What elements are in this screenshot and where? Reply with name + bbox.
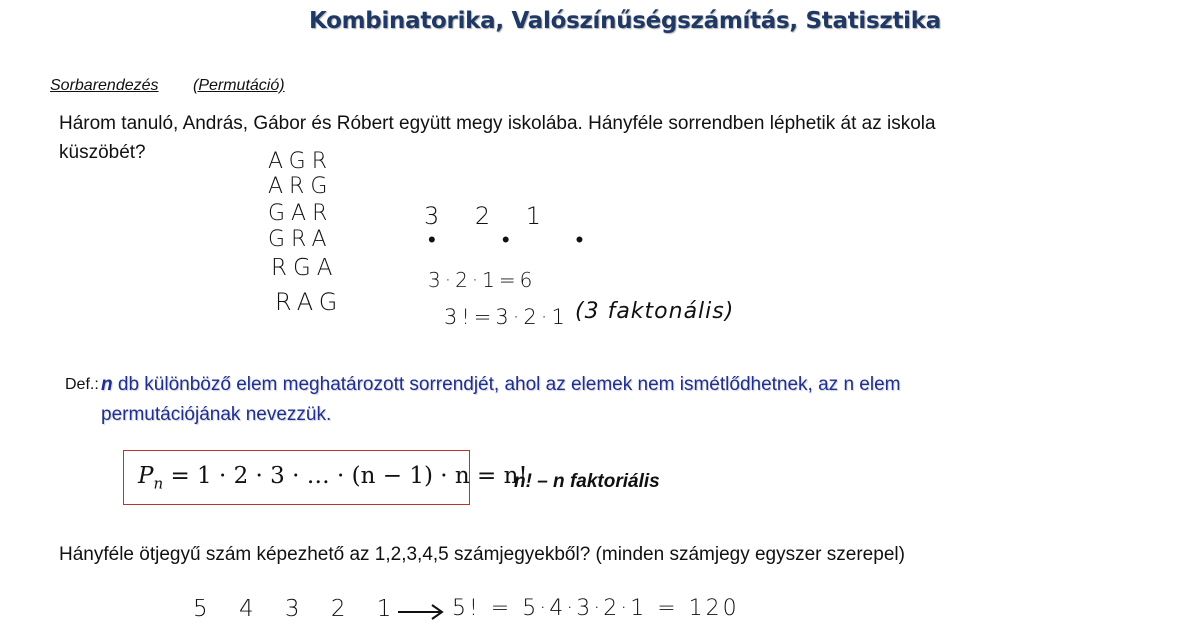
definition-line-1: [101, 370, 1101, 400]
handwritten-factorial: 3!=3·2·1: [444, 305, 569, 329]
order-item: AGR: [268, 149, 333, 174]
order-item: ARG: [268, 174, 334, 199]
definition-n: n: [101, 374, 113, 395]
page-title: Kombinatorika, Valószínűségszámítás, Statisztika: [309, 8, 941, 34]
handwritten-result: 5! = 5·4·3·2·1 = 120: [452, 596, 740, 621]
formula-box: [123, 450, 528, 505]
handwritten-digits-321: 3 2 1: [424, 202, 556, 230]
definition-label: Def.:: [65, 376, 99, 393]
section-label-permutacio: (Permutáció): [193, 77, 285, 94]
question-1: [59, 109, 1159, 167]
handwritten-digits-54321: 5 4 3 2 1: [193, 596, 404, 622]
handwritten-dots-321: • • •: [428, 227, 614, 252]
factorial-label: n! – n faktoriális: [514, 471, 660, 492]
formula-p: P: [138, 463, 154, 489]
section-label-sorbarendezes: Sorbarendezés: [50, 77, 159, 94]
order-item: GRA: [268, 227, 333, 252]
arrow-icon: [396, 602, 446, 622]
question-1-line-1: Három tanuló, András, Gábor és Róbert együtt megy iskolába. Hányféle sorrendben léphetik át az iskola: [59, 113, 936, 134]
order-item: RAG: [275, 288, 344, 316]
question-1-line-2: küszöbét?: [59, 142, 146, 163]
definition-line-2: permutációjának nevezzük.: [101, 404, 332, 425]
order-item: RGA: [271, 255, 339, 281]
formula-subscript: n: [153, 474, 164, 493]
order-item: GAR: [268, 201, 334, 226]
definition-line-1-rest: db különböző elem meghatározott sorrendjét, ahol az elemek nem ismétlődhetnek, az n elem: [112, 374, 901, 395]
formula-rest: = 1 · 2 · 3 · … · (n − 1) · n = n!: [163, 463, 528, 489]
question-2: Hányféle ötjegyű szám képezhető az 1,2,3,4,5 számjegyekből? (minden számjegy egyszer szerepel): [59, 544, 905, 565]
permutation-formula: [138, 463, 528, 493]
handwritten-note: (3 faktonális): [575, 299, 735, 324]
handwritten-product: 3·2·1=6: [428, 268, 537, 292]
definition-text: [101, 370, 1101, 430]
